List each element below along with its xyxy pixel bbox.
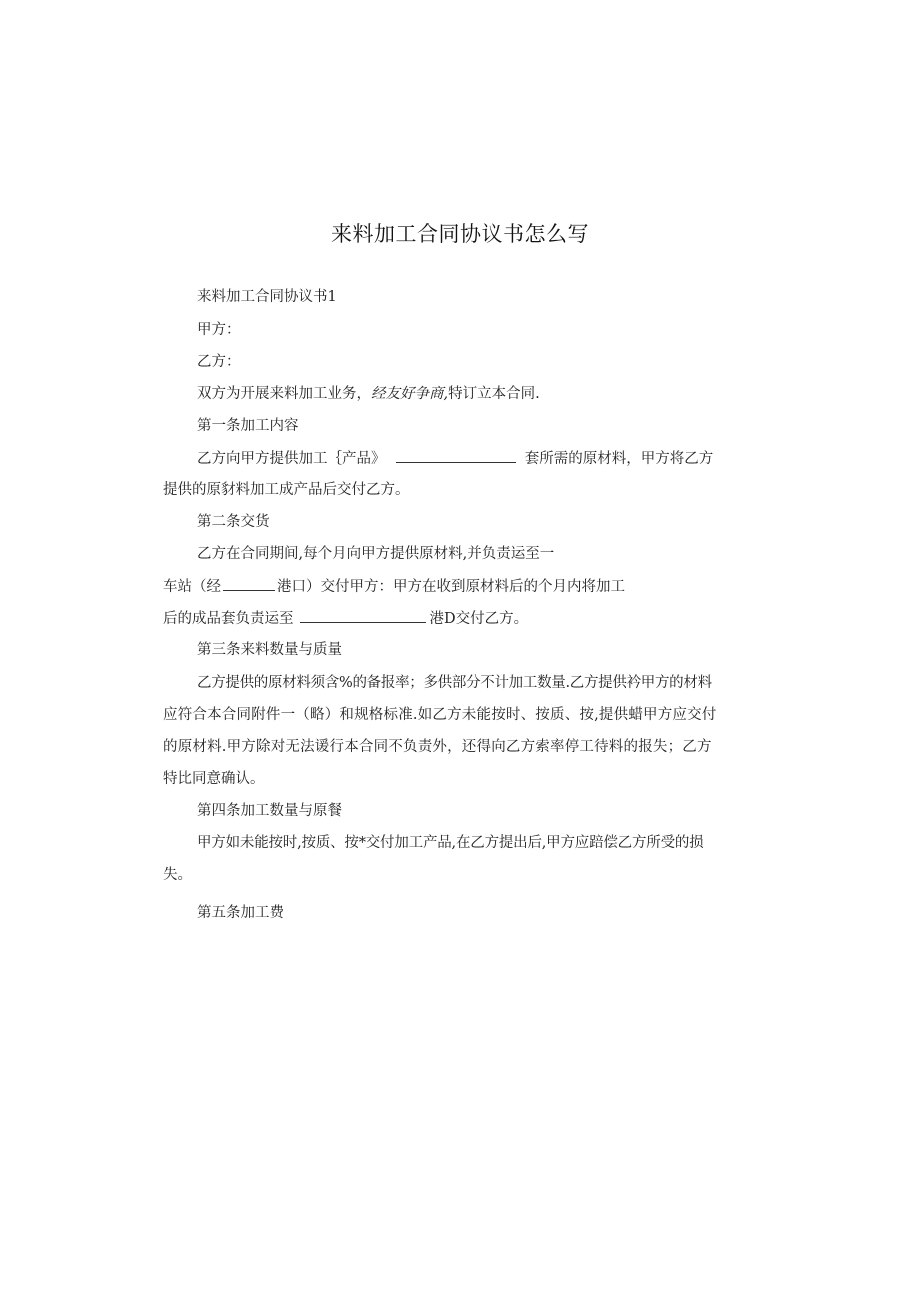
article-2-text-b: 港口）交付甲方：甲方在收到原材料后的个月内将加工 (277, 579, 625, 595)
article-4-line-1: 甲方如未能按时,按质、按*交付加工产品,在乙方提出后,甲方应踣偿乙方所受的损 (197, 835, 704, 851)
destination-blank (300, 608, 426, 623)
product-blank (396, 448, 516, 463)
article-1-text-a: 乙方向甲方提供加工｛产品》 (197, 451, 386, 467)
intro-text-end: 特订立本合同. (448, 386, 540, 402)
article-3-line-2: 应符合本合同附件一（略）和规格标准.如乙方未能按时、按质、按,提供蜡甲方应交付 (163, 707, 717, 723)
article-5-title: 第五条加工费 (197, 905, 284, 921)
article-2-line-1: 乙方在合同期间,每个月向甲方提供原材料,并负责运至一 (197, 546, 555, 562)
contract-heading: 来料加工合同协议书1 (197, 289, 337, 305)
article-2-text-d: 港D交付乙方。 (429, 611, 529, 627)
article-2-text-c: 后的成品套负责运至 (163, 611, 294, 627)
port-blank (223, 576, 275, 591)
article-4-line-2: 失。 (163, 867, 192, 883)
article-1-title: 第一条加工内容 (197, 418, 299, 434)
article-1-text-b: 套所需的原材料，甲方将乙方 (524, 451, 714, 467)
intro-text-italic: 经友好争商, (371, 386, 449, 402)
article-3-line-3: 的原材料.甲方除对无法谖行本合同不负责外，还得向乙方索率停工待料的报失；乙方 (163, 739, 712, 755)
article-2-line-2 (163, 576, 625, 597)
party-a-label: 甲方： (197, 322, 241, 338)
article-2-title: 第二条交货 (197, 514, 270, 530)
article-2-line-3 (163, 608, 528, 629)
intro-paragraph (197, 384, 540, 404)
article-1-line-2: 提供的原豺料加工成产品后交付乙方。 (163, 482, 410, 498)
article-3-title: 第三条来料数量与质量 (197, 642, 342, 658)
intro-text-start: 双方为开展来料加工业务， (197, 386, 371, 402)
party-b-label: 乙方： (197, 354, 241, 370)
document-title: 来料加工合同协议书怎么写 (331, 222, 589, 246)
article-3-line-1: 乙方提供的原材料须含%的备报率；多供部分不计加工数量.乙方提供衿甲方的材料 (197, 675, 712, 691)
article-2-text-a: 车站（经 (163, 579, 221, 595)
article-4-title: 第四条加工数量与原餐 (197, 803, 342, 819)
article-3-line-4: 特比同意确认。 (163, 771, 265, 787)
article-1-line-1 (197, 448, 713, 469)
